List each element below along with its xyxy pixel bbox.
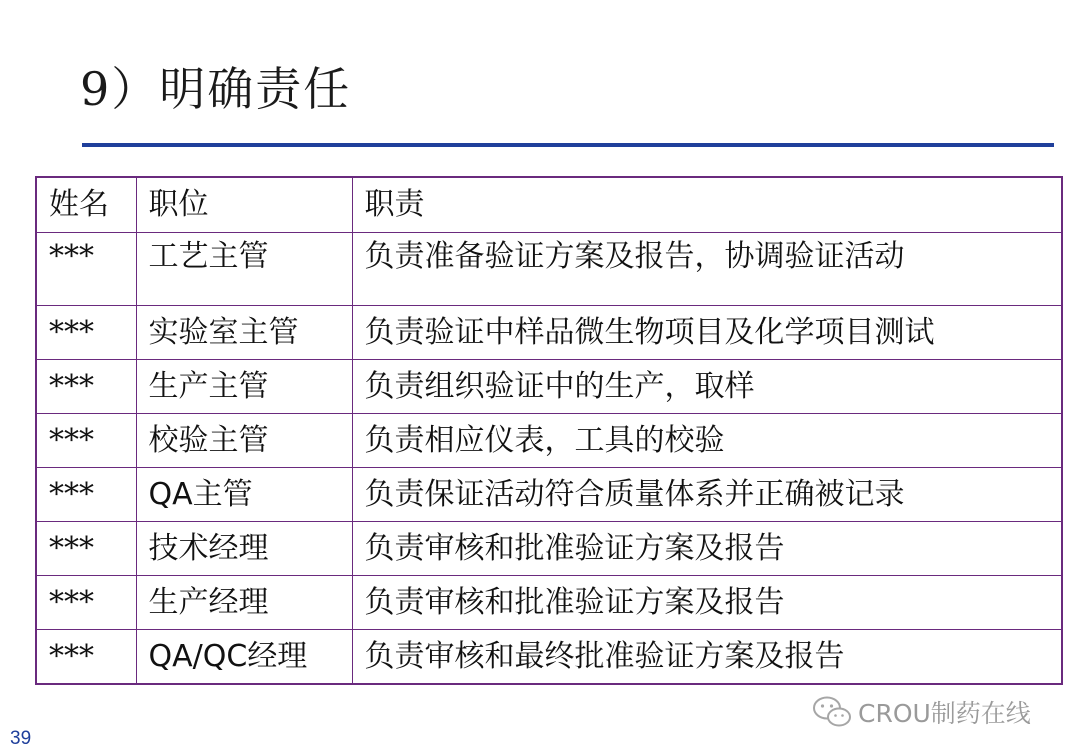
cell-duty: 负责组织验证中的生产，取样 [352,360,1062,414]
watermark [812,694,1031,730]
cell-duty: 负责相应仪表，工具的校验 [352,414,1062,468]
cell-name: *** [36,414,136,468]
cell-duty: 负责审核和最终批准验证方案及报告 [352,630,1062,685]
cell-name: *** [36,306,136,360]
cell-duty: 负责准备验证方案及报告，协调验证活动 [352,233,1062,306]
cell-duty: 负责审核和批准验证方案及报告 [352,522,1062,576]
wechat-icon [812,695,852,729]
cell-position [136,630,352,685]
header-duty: 职责 [352,177,1062,233]
responsibility-table [35,176,1063,685]
cell-name: *** [36,576,136,630]
cell-duty: 负责验证中样品微生物项目及化学项目测试 [352,306,1062,360]
cell-name: *** [36,233,136,306]
cell-name: *** [36,360,136,414]
cell-position: 校验主管 [136,414,352,468]
table-row [36,468,1062,522]
table-header-row [36,177,1062,233]
cell-position: 生产主管 [136,360,352,414]
cell-duty: 负责审核和批准验证方案及报告 [352,576,1062,630]
table-row [36,360,1062,414]
page-number: 39 [10,728,32,749]
cell-position: 实验室主管 [136,306,352,360]
cell-position: 工艺主管 [136,233,352,306]
header-name: 姓名 [36,177,136,233]
title-underline [82,143,1054,147]
slide-title: 9）明确责任 [80,62,352,116]
cell-name: *** [36,522,136,576]
cell-name: *** [36,468,136,522]
cell-position: 生产经理 [136,576,352,630]
table-row [36,630,1062,685]
cell-position: 技术经理 [136,522,352,576]
position-cjk: 主管 [192,476,253,512]
watermark-text: CROU制药在线 [858,699,1031,728]
table-row [36,522,1062,576]
position-latin: QA [148,476,193,512]
table-row [36,306,1062,360]
cell-name: *** [36,630,136,685]
position-cjk: 经理 [247,638,308,674]
table-row [36,414,1062,468]
cell-duty: 负责保证活动符合质量体系并正确被记录 [352,468,1062,522]
table-row [36,576,1062,630]
position-latin: QA/QC [148,638,248,674]
cell-position [136,468,352,522]
header-position: 职位 [136,177,352,233]
table-row [36,233,1062,306]
